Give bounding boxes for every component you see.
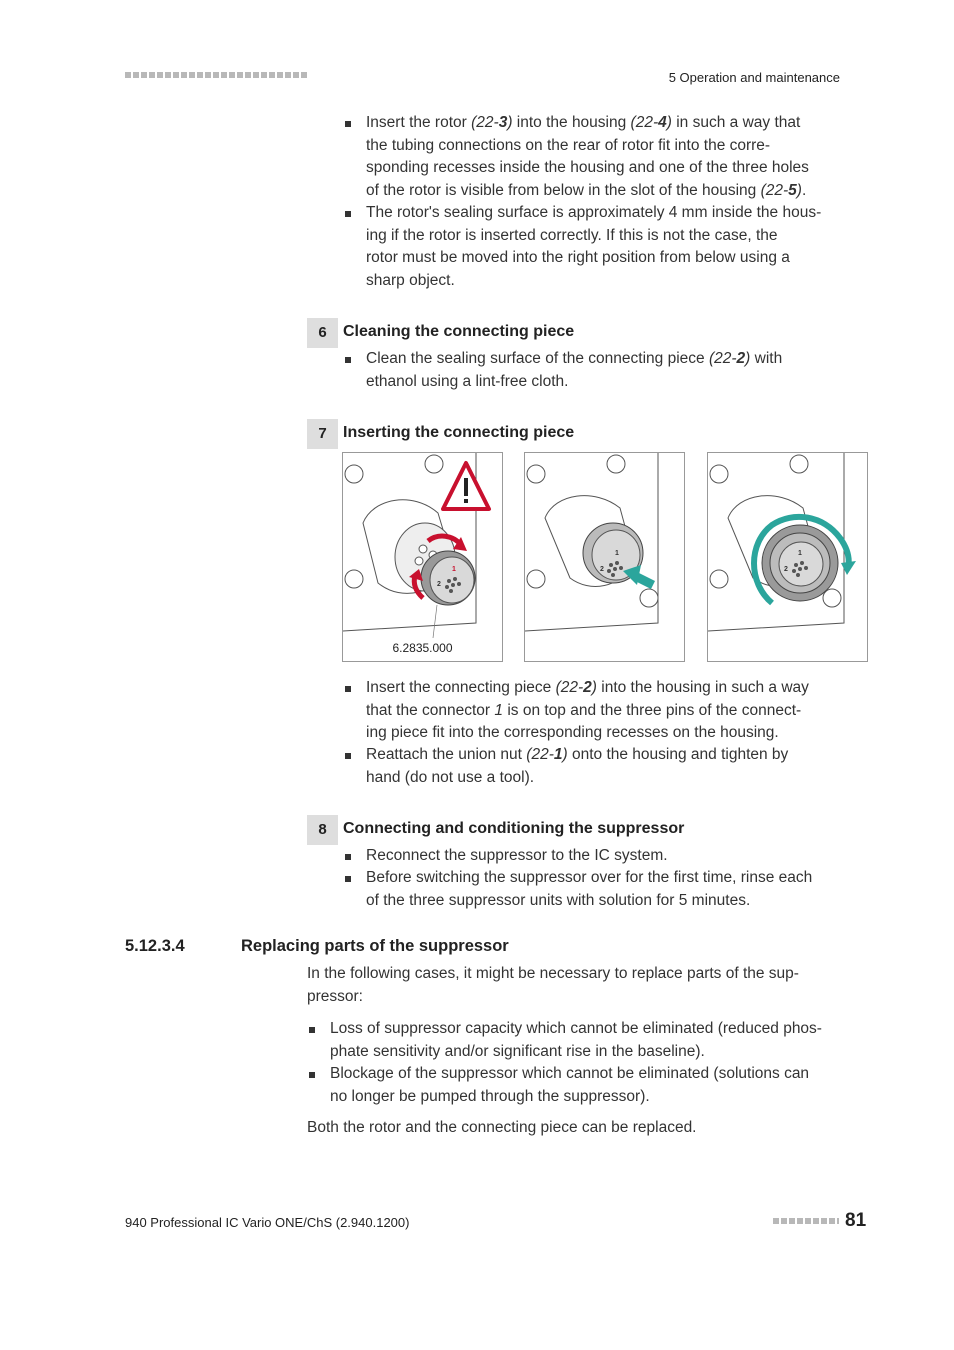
bullet-icon — [345, 854, 351, 860]
step-number: 8 — [307, 815, 338, 845]
list-item: Insert the rotor (22-3) into the housing (22-4) in such a way that the tubing connections on the rear of rotor fit into the corre- sponding recesses inside the housing and one of the three holes of the rotor is visible from below in the slot of the housing (22-5). — [366, 112, 856, 202]
list-item: The rotor's sealing surface is approximately 4 mm inside the hous- ing if the rotor is inserted correctly. If this is not the case, the rotor must be moved into the right position from below using a sharp object. — [366, 202, 856, 292]
step-title: Cleaning the connecting piece — [343, 323, 575, 340]
step-title: Inserting the connecting piece — [343, 424, 575, 441]
step-title: Connecting and conditioning the suppressor — [343, 820, 685, 837]
figure-panel-1 — [342, 452, 503, 662]
mark-one: 1 — [615, 550, 619, 557]
step-8-heading — [307, 815, 867, 845]
closing-paragraph: Both the rotor and the connecting piece can be replaced. — [307, 1119, 697, 1136]
mark-one: 1 — [452, 566, 456, 573]
list-item: Reattach the union nut (22-1) onto the housing and tighten by hand (do not use a tool). — [366, 744, 856, 789]
step-7-heading — [307, 419, 867, 449]
bullet-icon — [345, 753, 351, 759]
list-item: Clean the sealing surface of the connecting piece (22-2) with ethanol using a lint-free cloth. — [366, 348, 856, 393]
bullet-icon — [309, 1027, 315, 1033]
figure-label: 6.2835.000 — [392, 641, 453, 655]
list-item: Loss of suppressor capacity which cannot be eliminated (reduced phos- phate sensitivity and/or significant rise in the baseline). — [330, 1018, 850, 1063]
section-number: 5.12.3.4 — [125, 937, 185, 955]
mark-two: 2 — [437, 581, 441, 588]
list-item: Reconnect the suppressor to the IC system. — [366, 845, 856, 868]
section-title: Replacing parts of the suppressor — [241, 937, 509, 955]
bullet-icon — [345, 211, 351, 217]
connecting-piece-insert-illustration — [525, 453, 684, 661]
footer-dots — [773, 1218, 839, 1224]
bullet-icon — [345, 876, 351, 882]
mark-two: 2 — [784, 566, 788, 573]
mark-two: 2 — [600, 566, 604, 573]
list-item: Insert the connecting piece (22-2) into the housing in such a way that the connector 1 is on top and the three pins of the connect- ing piece fit into the corresponding recesses on the housing. — [366, 677, 856, 745]
bullet-icon — [309, 1072, 315, 1078]
page-number: 81 — [845, 1210, 867, 1231]
union-nut-tighten-illustration — [708, 453, 867, 661]
intro-paragraph: In the following cases, it might be necessary to replace parts of the sup- pressor: — [307, 965, 799, 1005]
bullet-icon — [345, 357, 351, 363]
connecting-piece-illustration — [343, 453, 502, 661]
list-item: Before switching the suppressor over for the first time, rinse each of the three suppressor units with solution for 5 minutes. — [366, 867, 856, 912]
header-dots — [125, 72, 307, 78]
footer-document-title: 940 Professional IC Vario ONE/ChS (2.940.1200) — [125, 1215, 410, 1230]
list-item: Blockage of the suppressor which cannot be eliminated (solutions can no longer be pumped through the suppressor). — [330, 1063, 850, 1108]
mark-one: 1 — [798, 550, 802, 557]
bullet-icon — [345, 686, 351, 692]
step-number: 6 — [307, 318, 338, 348]
figure-panel-2 — [524, 452, 685, 662]
running-header: 5 Operation and maintenance — [668, 70, 840, 85]
figure-panel-3 — [707, 452, 868, 662]
step-number: 7 — [307, 419, 338, 449]
bullet-icon — [345, 121, 351, 127]
step-6-heading — [307, 318, 867, 348]
